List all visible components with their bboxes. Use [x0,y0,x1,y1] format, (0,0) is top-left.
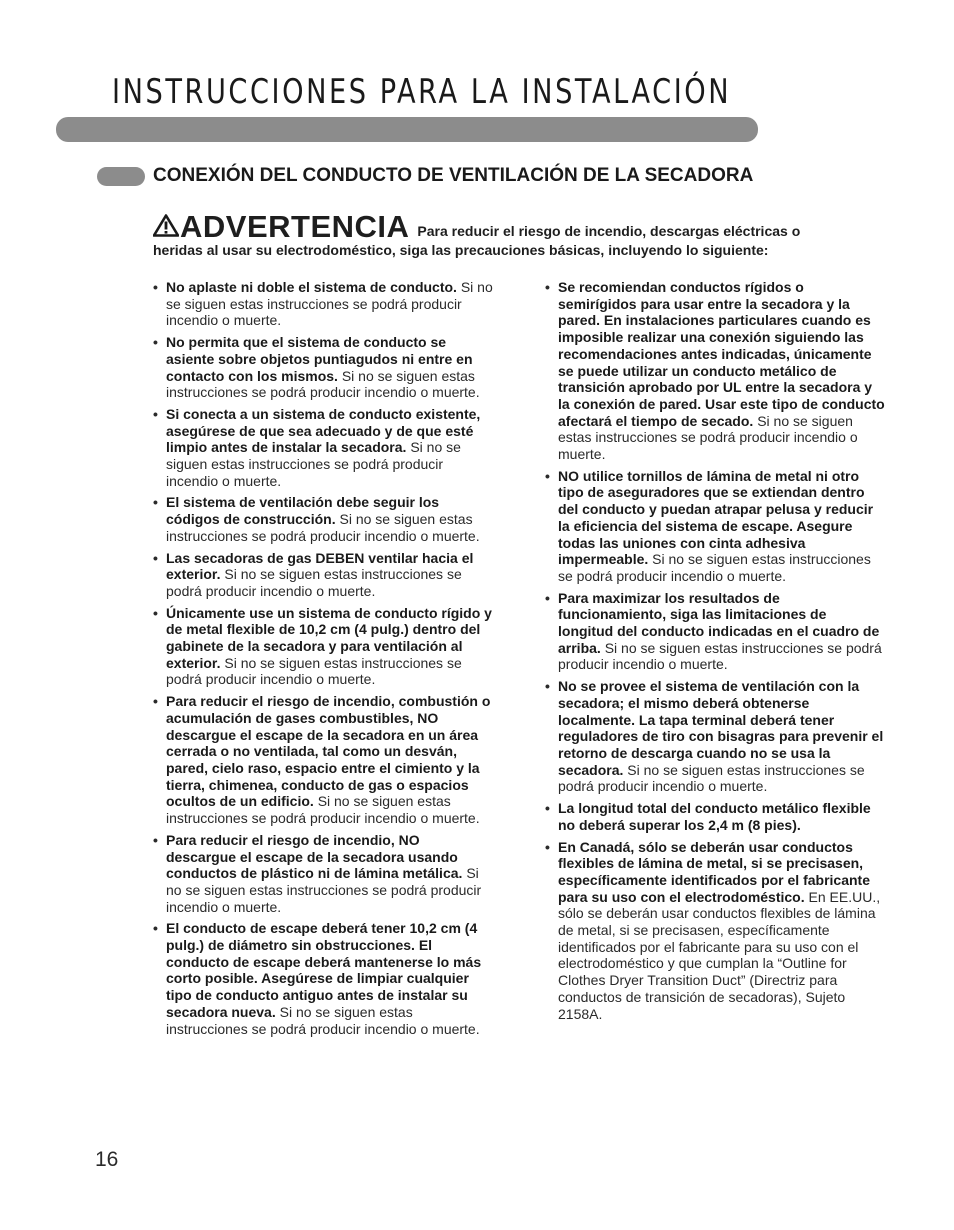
item-text: En EE.UU., sólo se deberán usar conductos flexibles de lámina de metal, si se precisasen, específicamente identificados por el fabricante para su uso con el electrodoméstico y que cumplan la “Outline for Clothes Dryer Transition Duct” (Directriz para conductos de transición de secadoras), Sujeto 2158A. [558,888,881,1022]
bullet: • [153,920,158,937]
title-underline-bar [56,117,758,142]
item-text: Si no se siguen estas instrucciones se podrá producir incendio o muerte. [166,566,462,599]
bullet: • [153,549,158,566]
item-bold-text: Únicamente use un sistema de conducto rígido y de metal flexible de 10,2 cm (4 pulg.) dentro del gabinete de la secadora y para ventilación al exterior. [166,604,492,671]
warning-text-line2: heridas al usar su electrodoméstico, siga las precauciones básicas, incluyendo lo siguiente: [153,242,769,258]
item-bold-text: El sistema de ventilación debe seguir los códigos de construcción. [166,494,440,528]
list-item [545,678,885,795]
item-bold-text: No aplaste ni doble el sistema de conducto. [166,279,457,295]
item-text: Si no se siguen estas instrucciones se podrá producir incendio o muerte. [166,367,480,401]
list-item [545,279,885,463]
list-item [545,468,885,585]
bullet: • [153,405,158,422]
list-item [153,693,493,827]
bullet: • [153,279,158,295]
item-bold-text: NO utilice tornillos de lámina de metal ni otro tipo de aseguradores que se extiendan dentro del conducto y puedan atrapar pelusa y reducir la eficiencia del sistema de escape. Asegure todas las uniones con cinta adhesiva impermeable. [558,467,874,568]
list-item [153,832,493,916]
item-bold-text: Para reducir el riesgo de incendio, combustión o acumulación de gases combustibles, NO descargue el escape de la secadora en un área cerrada o no ventilada, tal como un desván, pared, cielo raso, espacio entre el cimiento y la tierra, chimenea, conducto de gas o espacios ocultos de un edificio. [166,693,491,810]
bullet: • [153,831,158,848]
item-text: Si no se siguen estas instrucciones se podrá producir incendio o muerte. [166,1003,480,1037]
bullet: • [545,279,550,295]
right-column [545,279,885,1027]
list-item [545,839,885,1023]
bullet: • [545,800,550,817]
list-item [153,605,493,689]
warning-text-line1: Para reducir el riesgo de incendio, descargas eléctricas o [417,223,801,239]
item-bold-text: Para reducir el riesgo de incendio, NO descargue el escape de la secadora usando conductos de plástico ni de lámina metálica. [166,831,463,882]
bullet: • [153,693,158,710]
list-item [153,334,493,401]
item-text: Si no se siguen estas instrucciones se podrá producir incendio o muerte. [166,865,482,915]
item-bold-text: No se provee el sistema de ventilación con la secadora; el mismo deberá obtenerse localmente. La tapa terminal deberá tener reguladores de tiro con bisagras para prevenir el retorno de descarga cuando no se usa la secadora. [558,678,884,778]
item-bold-text: La longitud total del conducto metálico flexible no deberá superar los 2,4 m (8 pies). [558,800,871,833]
item-bold-text: El conducto de escape deberá tener 10,2 cm (4 pulg.) de diámetro sin obstrucciones. El conducto de escape deberá mantenerse lo más corto posible. Asegúrese de limpiar cualquier tipo de conducto antiguo antes de instalar su secadora nueva. [166,920,482,1020]
item-text: Si no se siguen estas instrucciones se podrá producir incendio o muerte. [166,511,480,544]
page-number: 16 [95,1148,119,1171]
list-item [153,279,493,329]
bullet: • [545,838,550,855]
item-bold-text: En Canadá, sólo se deberán usar conductos flexibles de lámina de metal, si se precisasen, específicamente identificados por el fabricante para su uso con el electrodoméstico. [558,838,870,905]
section-heading: CONEXIÓN DEL CONDUCTO DE VENTILACIÓN DE LA SECADORA [153,165,754,186]
bullet: • [153,334,158,351]
item-bold-text: No permita que el sistema de conducto se asiente sobre objetos puntiagudos ni entre en contacto con los mismos. [166,334,473,384]
item-text: Si no se siguen estas instrucciones se podrá producir incendio o muerte. [558,551,871,584]
list-item [153,920,493,1037]
left-column [153,279,493,1042]
item-bold-text: Se recomiendan conductos rígidos o semirígidos para usar entre la secadora y la pared. En instalaciones particulares cuando es imposible realizar una conexión siguiendo las recomendaciones antes indicadas, únicamente se puede utilizar un conducto metálico de transición aprobado por UL entre la secadora y la conexión de pared. Usar este tipo de conducto afectará el tiempo de secado. [558,279,885,429]
section-marker-pill [97,167,145,186]
item-text: Si no se siguen estas instrucciones se podrá producir incendio o muerte. [166,654,462,688]
warning-block [153,209,853,259]
list-item [153,494,493,544]
list-item [545,590,885,674]
bullet: • [545,467,550,484]
item-text: Si no se siguen estas instrucciones se podrá producir incendio o muerte. [558,639,882,673]
bullet: • [153,494,158,511]
item-text: Si no se siguen estas instrucciones se podrá producir incendio o muerte. [166,439,461,489]
item-bold-text: Para maximizar los resultados de funcionamiento, siga las limitaciones de longitud del conducto indicadas en el cuadro de arriba. [558,589,880,656]
bullet: • [545,678,550,695]
item-text: Si no se siguen estas instrucciones se podrá producir incendio o muerte. [166,793,480,827]
warning-triangle-icon [153,214,179,237]
item-bold-text: Las secadoras de gas DEBEN ventilar hacia el exterior. [166,549,474,583]
page-title: INSTRUCCIONES PARA LA INSTALACIÓN [112,72,732,112]
list-item [153,406,493,490]
list-item [153,550,493,600]
warning-heading: ADVERTENCIA [180,209,410,244]
item-text: Si no se siguen estas instrucciones se podrá producir incendio o muerte. [166,279,493,329]
item-text: Si no se siguen estas instrucciones se podrá producir incendio o muerte. [558,761,865,795]
bullet: • [153,604,158,621]
bullet: • [545,589,550,606]
item-text: Si no se siguen estas instrucciones se podrá producir incendio o muerte. [558,412,858,463]
item-bold-text: Si conecta a un sistema de conducto existente, asegúrese de que sea adecuado y de que esté limpio antes de instalar la secadora. [166,405,481,456]
list-item [545,800,885,833]
